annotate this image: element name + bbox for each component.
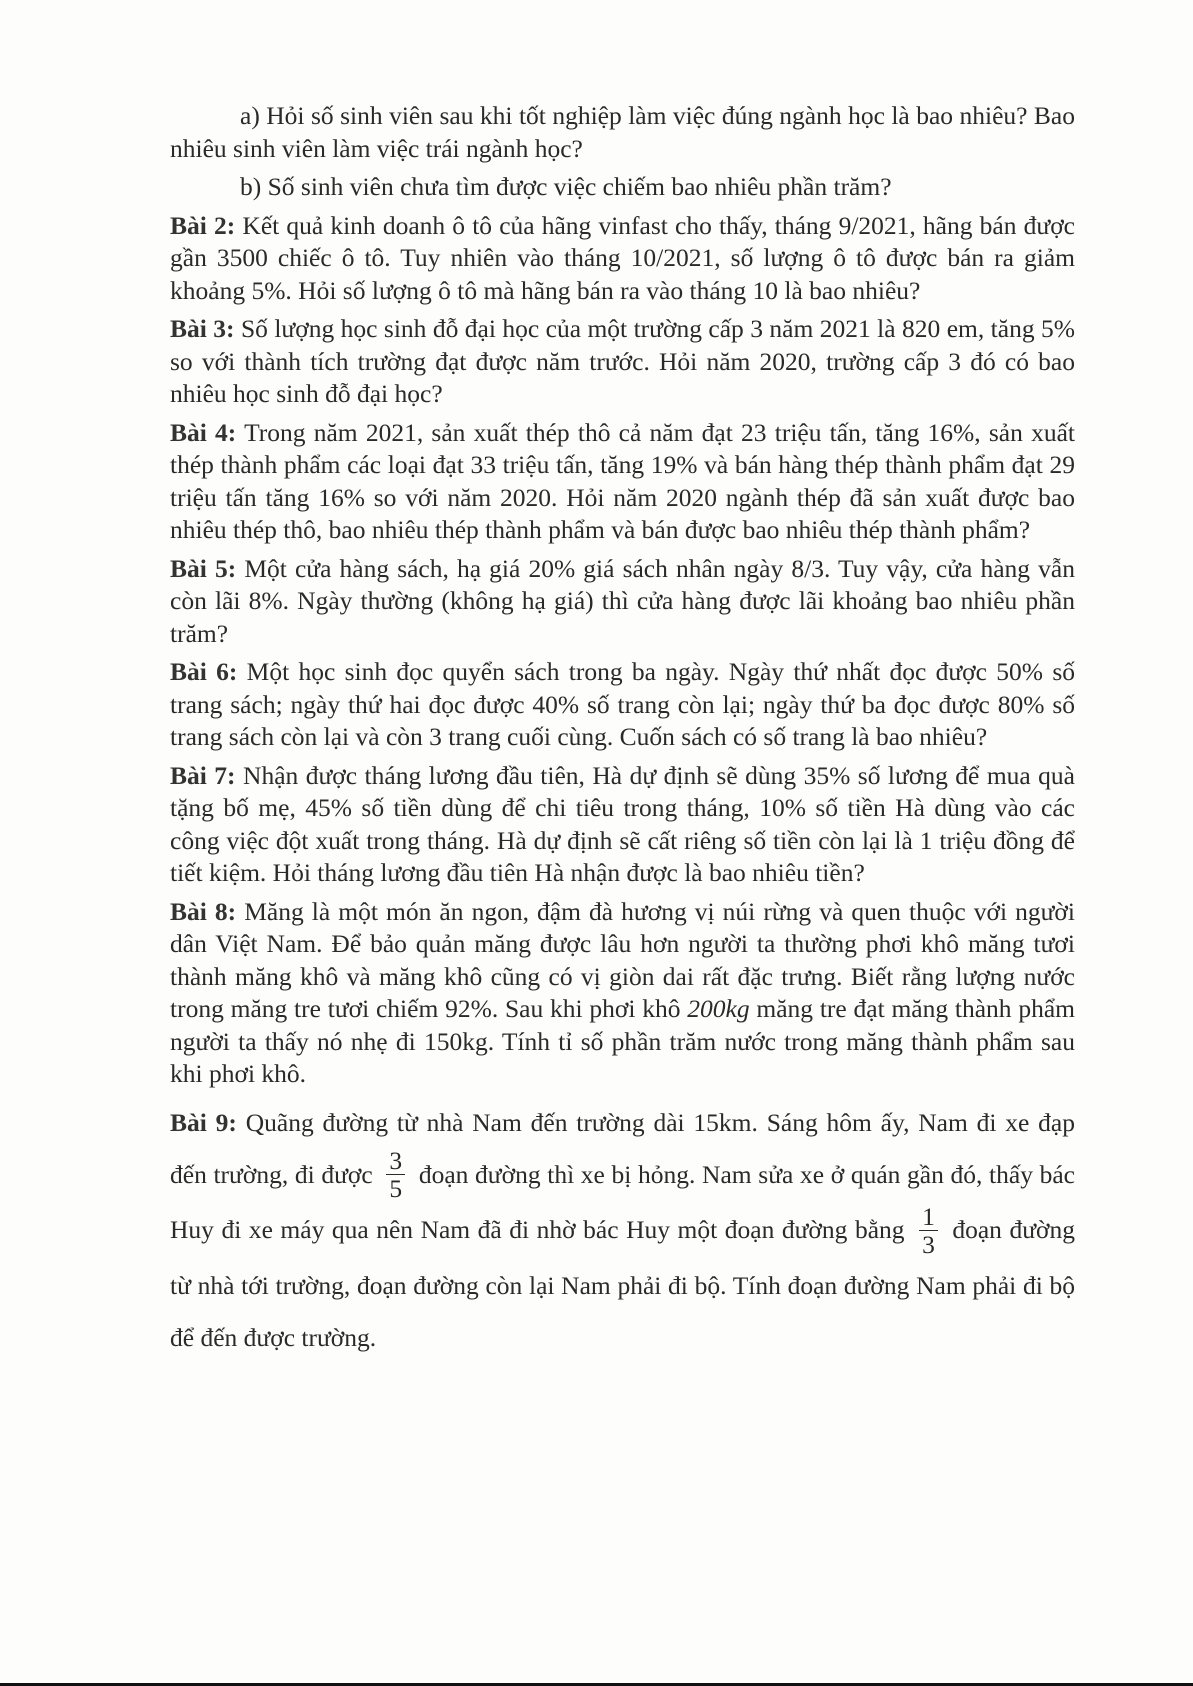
intro-question-b: b) Số sinh viên chưa tìm được việc chiếm bao nhiêu phần trăm? <box>240 172 892 201</box>
problem-label: Bài 5: <box>170 553 237 583</box>
problem-text: đoạn đường thì xe bị hỏng. Nam sửa xe ở quán gần đó, thấy bác Huy đi xe máy qua nên Nam đã đi nhờ bác Huy một đoạn đường bằng <box>170 1159 1075 1245</box>
fraction-numerator: 1 <box>919 1203 938 1231</box>
problem-label: Bài 8: <box>170 896 237 926</box>
fraction-denominator: 5 <box>389 1174 403 1204</box>
problem-text: Một cửa hàng sách, hạ giá 20% giá sách nhân ngày 8/3. Tuy vậy, cửa hàng vẫn còn lãi 8%. Ngày thường (không hạ giá) thì cửa hàng được lãi khoảng bao nhiêu phần trăm? <box>170 553 1075 648</box>
problem-9 <box>170 1097 1075 1364</box>
problem-text: Măng là một món ăn ngon, đậm đà hương vị núi rừng và quen thuộc với người dân Việt Nam. Để bảo quản măng được lâu hơn người ta thường phơi khô măng tươi thành măng khô và măng khô cũng có vị giòn dai rất đặc trưng. Biết rằng lượng nước trong măng tre tươi chiếm 92%. Sau khi phơi khô <box>170 896 1075 1023</box>
problem-6 <box>170 656 1075 754</box>
problem-text: Một học sinh đọc quyển sách trong ba ngày. Ngày thứ nhất đọc được 50% số trang sách; ngày thứ hai đọc được 40% số trang còn lại; ngày thứ ba đọc được 80% số trang sách còn lại và còn 3 trang cuối cùng. Cuốn sách có số trang là bao nhiêu? <box>170 657 1075 751</box>
problem-text: Quãng đường từ nhà Nam đến trường dài 15km. Sáng hôm ấy, Nam đi xe đạp đến trường, đi được <box>170 1107 1075 1189</box>
intro-question-a: a) Hỏi số sinh viên sau khi tốt nghiệp làm việc đúng ngành học là bao nhiêu? Bao nhiêu sinh viên làm việc trái ngành học? <box>170 101 1075 163</box>
fraction-three-fifths <box>386 1147 405 1202</box>
problem-2 <box>170 210 1075 308</box>
problem-label: Bài 9: <box>170 1107 237 1137</box>
mass-value: 200kg <box>687 994 750 1023</box>
problem-text: Số lượng học sinh đỗ đại học của một trường cấp 3 năm 2021 là 820 em, tăng 5% so với thành tích trường đạt được năm trước. Hỏi năm 2020, trường cấp 3 đó có bao nhiêu học sinh đỗ đại học? <box>170 314 1076 408</box>
fraction-denominator: 3 <box>922 1229 935 1259</box>
problem-text: Trong năm 2021, sản xuất thép thô cả năm đạt 23 triệu tấn, tăng 16%, sản xuất thép thành phẩm các loại đạt 33 triệu tấn, tăng 19% và bán hàng thép thành phẩm đạt 29 triệu tấn tăng 16% so với năm 2020. Hỏi năm 2020 ngành thép đã sản xuất được bao nhiêu thép thô, bao nhiêu thép thành phẩm và bán được bao nhiêu thép thành phẩm? <box>170 417 1076 544</box>
document-page <box>170 100 1075 1364</box>
problem-text: Kết quả kinh doanh ô tô của hãng vinfast cho thấy, tháng 9/2021, hãng bán được gần 3500 chiếc ô tô. Tuy nhiên vào tháng 10/2021, số lượng ô tô được bán ra giảm khoảng 5%. Hỏi số lượng ô tô mà hãng bán ra vào tháng 10 là bao nhiêu? <box>170 210 1075 305</box>
problem-text: Nhận được tháng lương đầu tiên, Hà dự định sẽ dùng 35% số lương để mua quà tặng bố mẹ, 45% số tiền dùng để chi tiêu trong tháng, 10% số tiền Hà dùng vào các công việc đột xuất trong tháng. Hà dự định sẽ cất riêng số tiền còn lại là 1 triệu đồng để tiết kiệm. Hỏi tháng lương đầu tiên Hà nhận được là bao nhiêu tiền? <box>170 760 1075 887</box>
problem-label: Bài 2: <box>170 210 236 240</box>
problem-text: măng tre đạt măng thành phẩm người ta thấy nó nhẹ đi 150kg. Tính tỉ số phần trăm nước trong măng thành phẩm sau khi phơi khô. <box>170 994 1075 1088</box>
problem-label: Bài 4: <box>170 417 237 447</box>
fraction-one-third <box>919 1203 938 1258</box>
problem-4 <box>170 417 1075 547</box>
problem-7 <box>170 760 1075 890</box>
problem-label: Bài 3: <box>170 314 235 343</box>
problem-5 <box>170 553 1075 651</box>
problem-3 <box>170 313 1075 411</box>
problem-8 <box>170 896 1075 1091</box>
problem-label: Bài 6: <box>170 657 238 686</box>
problem-label: Bài 7: <box>170 760 236 790</box>
fraction-numerator: 3 <box>386 1147 405 1175</box>
problem-text: đoạn đường từ nhà tới trường, đoạn đường còn lại Nam phải đi bộ. Tính đoạn đường Nam phải đi bộ để đến được trường. <box>170 1215 1076 1352</box>
